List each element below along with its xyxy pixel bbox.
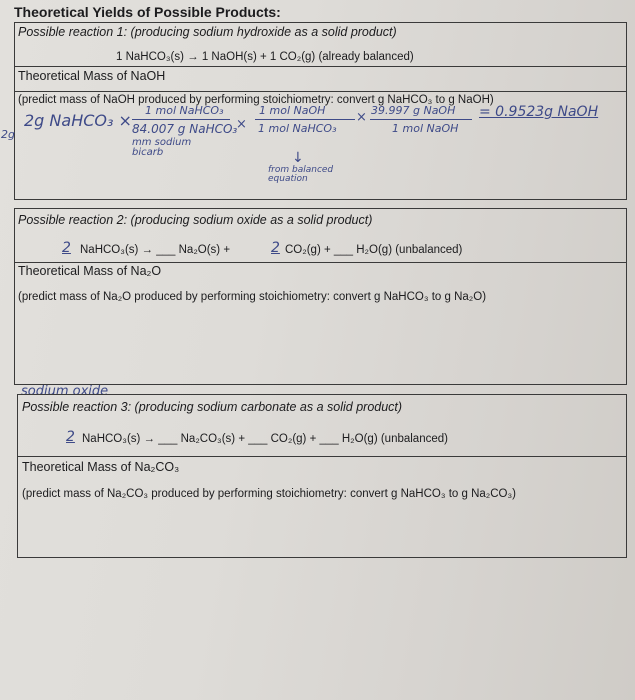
reaction3-section (17, 394, 627, 558)
reaction2-heading: Possible reaction 2: (producing sodium oxide as a solid product) (18, 213, 373, 227)
hw-down-arrow-icon: ↓ (292, 150, 304, 166)
reaction2-coef-co2: 2 (271, 240, 280, 256)
hw-start-amount: 2g NaHCO₃ × (24, 111, 132, 130)
reaction1-instruction: (predict mass of NaOH produced by performing stoichiometry: convert g NaHCO₃ to g NaOH) (18, 94, 494, 106)
reaction3-divider (17, 456, 626, 457)
reaction2-divider (14, 262, 626, 263)
hw-factor2-top: 1 mol NaOH (259, 104, 326, 117)
hw-result: = 0.9523g NaOH (479, 104, 599, 120)
reaction3-mass-heading: Theoretical Mass of Na₂CO₃ (22, 460, 180, 474)
reaction3-instruction: (predict mass of Na₂CO₃ produced by performing stoichiometry: convert g NaHCO₃ to g Na₂CO₃) (22, 488, 517, 500)
reaction2-mass-heading: Theoretical Mass of Na₂O (18, 264, 162, 278)
reaction1-heading: Possible reaction 1: (producing sodium hydroxide as a solid product) (18, 25, 397, 39)
reaction1-divider (14, 91, 626, 92)
hw-factor1-bottom: 84.007 g NaHCO₃ (132, 122, 238, 136)
reaction1-equation: 1 NaHCO₃(s) → 1 NaOH(s) + 1 CO₂(g) (already balanced) (116, 51, 414, 63)
page-title: Theoretical Yields of Possible Products: (14, 4, 281, 20)
reaction1-divider (14, 66, 626, 67)
hw-factor3-top: 39.997 g NaOH (371, 104, 456, 117)
hw-factor1-bar (132, 119, 230, 120)
hw-factor3-bar (370, 119, 472, 120)
reaction1-mass-heading: Theoretical Mass of NaOH (18, 69, 166, 83)
reaction3-heading: Possible reaction 3: (producing sodium carbonate as a solid product) (22, 400, 403, 414)
reaction2-instruction: (predict mass of Na₂O produced by performing stoichiometry: convert g NaHCO₃ to g Na₂O) (18, 291, 487, 303)
hw-times2: × (356, 110, 367, 125)
hw-note-molar-mass: mm sodium bicarb (132, 137, 192, 158)
reaction3-equation: NaHCO₃(s) → ___ Na₂CO₃(s) + ___ CO₂(g) + ___ H₂O(g) (unbalanced) (82, 433, 448, 445)
hw-margin-mark: 2g (1, 128, 15, 141)
hw-factor1-top: 1 mol NaHCO₃ (145, 104, 224, 117)
hw-factor2-bottom: 1 mol NaHCO₃ (258, 122, 337, 135)
hw-times1: × (236, 117, 247, 132)
hw-note-balanced-equation: from balanced equation (268, 165, 334, 184)
reaction3-coef-left: 2 (66, 429, 75, 445)
hw-factor3-bottom: 1 mol NaOH (392, 122, 459, 135)
reaction2-coef-left: 2 (62, 240, 71, 256)
reaction2-equation-left: NaHCO₃(s) → ___ Na₂O(s) + (80, 244, 231, 256)
hw-factor2-bar (255, 119, 355, 120)
hw-sodium-oxide-label: sodium oxide (21, 384, 109, 399)
reaction2-equation-right: CO₂(g) + ___ H₂O(g) (unbalanced) (285, 244, 463, 256)
